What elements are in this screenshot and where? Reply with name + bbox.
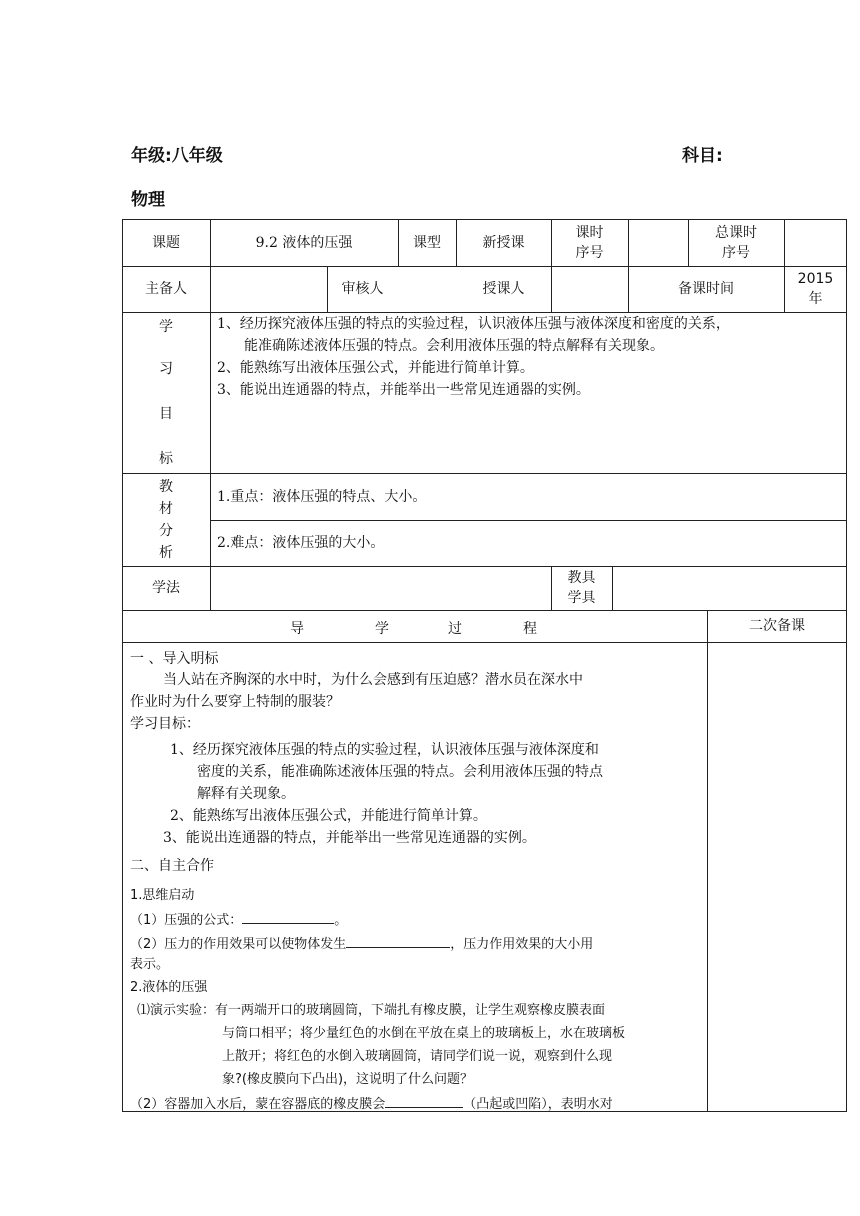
teacher-label: 授课人	[482, 281, 525, 297]
process-header-char-1: 导	[290, 621, 304, 637]
question-2-text: （2）压力的作用效果可以使物体发生	[130, 937, 347, 952]
analysis-label-3: 分	[159, 522, 173, 539]
difficulty-point: 2.难点：液体压强的大小。	[217, 535, 385, 551]
col-divider	[210, 219, 211, 610]
period-label-line2: 序号	[575, 244, 604, 261]
topic-value: 9.2 液体的压强	[255, 234, 353, 251]
subject-value: 物理	[131, 190, 165, 210]
objective-1-cont: 能准确陈述液体压强的特点。会利用液体压强的特点解释有关现象。	[244, 338, 664, 354]
prep-year-number: 2015	[797, 271, 834, 287]
teaching-tools-label	[551, 566, 612, 610]
goal-1b: 密度的关系，能准确陈述液体压强的特点。会利用液体压强的特点	[197, 764, 603, 780]
objectives-label-1: 学	[159, 319, 173, 335]
question-2-cont: ，压力作用效果的大小用	[450, 937, 594, 952]
intro-question-2: 作业时为什么要穿上特制的服装？	[130, 694, 340, 710]
process-header-char-3: 过	[448, 621, 462, 637]
row-divider	[122, 642, 847, 643]
second-prep-label: 二次备课	[749, 618, 805, 634]
prep-year	[784, 266, 847, 312]
goal-1a: 1、经历探究液体压强的特点的实验过程，认识液体压强与液体深度和	[170, 742, 599, 758]
process-header-char-4: 程	[523, 621, 537, 637]
goal-1c: 解释有关现象。	[197, 786, 295, 802]
liquid-pressure-title: 2.液体的压强	[130, 980, 208, 995]
section-2-title: 二、自主合作	[130, 858, 214, 874]
objective-3: 3、能说出连通器的特点，并能举出一些常见连通器的实例。	[217, 382, 590, 398]
lesson-type-label: 课型	[413, 234, 441, 251]
question-2	[130, 933, 593, 955]
lesson-type-value: 新授课	[482, 234, 525, 251]
intro-question-1: 当人站在齐胸深的水中时，为什么会感到有压迫感？潜水员在深水中	[163, 672, 583, 688]
objective-1: 1、经历探究液体压强的特点的实验过程，认识液体压强与液体深度和密度的关系，	[217, 316, 730, 332]
answer-blank[interactable]	[346, 933, 450, 948]
objective-2: 2、能熟练写出液体压强公式，并能进行简单计算。	[217, 360, 534, 376]
objectives-label-4: 标	[159, 451, 173, 467]
row-divider	[122, 473, 847, 474]
preparer-label: 主备人	[145, 281, 187, 297]
question-3	[130, 1093, 613, 1115]
method-label: 学法	[152, 580, 180, 596]
tools-label-line2: 学具	[567, 590, 596, 606]
key-point: 1.重点：液体压强的特点、大小。	[217, 489, 427, 505]
total-label-line2: 序号	[722, 244, 750, 261]
question-2-line2: 表示。	[130, 957, 170, 972]
goal-3: 3、能说出连通器的特点，并能举出一些常见连通器的实例。	[163, 830, 536, 846]
goal-2: 2、能熟练写出液体压强公式，并能进行简单计算。	[170, 808, 487, 824]
subject-label: 科目:	[682, 146, 723, 166]
question-1	[130, 909, 347, 931]
answer-blank[interactable]	[242, 909, 334, 924]
process-header-char-2: 学	[375, 621, 389, 637]
demo-line-1: ⑴演示实验：有一两端开口的玻璃圆筒，下端扎有橡皮膜，让学生观察橡皮膜表面	[137, 1003, 606, 1018]
goals-title: 学习目标：	[130, 716, 200, 732]
objectives-label-2: 习	[159, 361, 173, 377]
period-label-line1: 课时	[575, 224, 604, 241]
question-3-cont: （凸起或凹陷），表明水对	[463, 1097, 613, 1112]
demo-line-2: 与筒口相平；将少量红色的水倒在平放在桌上的玻璃板上，水在玻璃板	[222, 1026, 626, 1041]
col-divider	[612, 566, 613, 610]
period-number-label	[551, 219, 628, 266]
question-1-text: （1）压强的公式：	[130, 913, 243, 928]
total-period-label	[688, 219, 784, 266]
answer-blank[interactable]	[385, 1093, 463, 1108]
topic-label: 课题	[152, 234, 180, 251]
section-1-title: 一 、导入明标	[130, 651, 219, 667]
analysis-label-4: 析	[159, 544, 173, 561]
col-divider	[707, 610, 708, 1112]
demo-line-3: 上散开；将红色的水倒入玻璃圆筒，请同学们说一说，观察到什么现	[222, 1049, 613, 1064]
reviewer-label: 审核人	[341, 281, 384, 297]
objectives-label-3: 目	[159, 406, 173, 422]
prep-year-unit: 年	[808, 291, 823, 307]
total-label-line1: 总课时	[715, 224, 757, 241]
tools-label-line1: 教具	[567, 570, 596, 586]
row-divider	[122, 312, 847, 313]
think-title: 1.思维启动	[130, 888, 195, 903]
analysis-label-2: 材	[159, 500, 173, 517]
row-divider	[122, 566, 847, 567]
prep-time-label: 备课时间	[678, 281, 734, 297]
question-3-text: （2）容器加入水后，蒙在容器底的橡皮膜会	[130, 1097, 386, 1112]
demo-line-4: 象?(橡皮膜向下凸出)，这说明了什么问题？	[222, 1072, 474, 1087]
analysis-label-1: 教	[159, 478, 173, 495]
grade-label: 年级:八年级	[131, 146, 223, 166]
row-divider	[210, 520, 847, 521]
question-1-end: 。	[334, 913, 348, 928]
